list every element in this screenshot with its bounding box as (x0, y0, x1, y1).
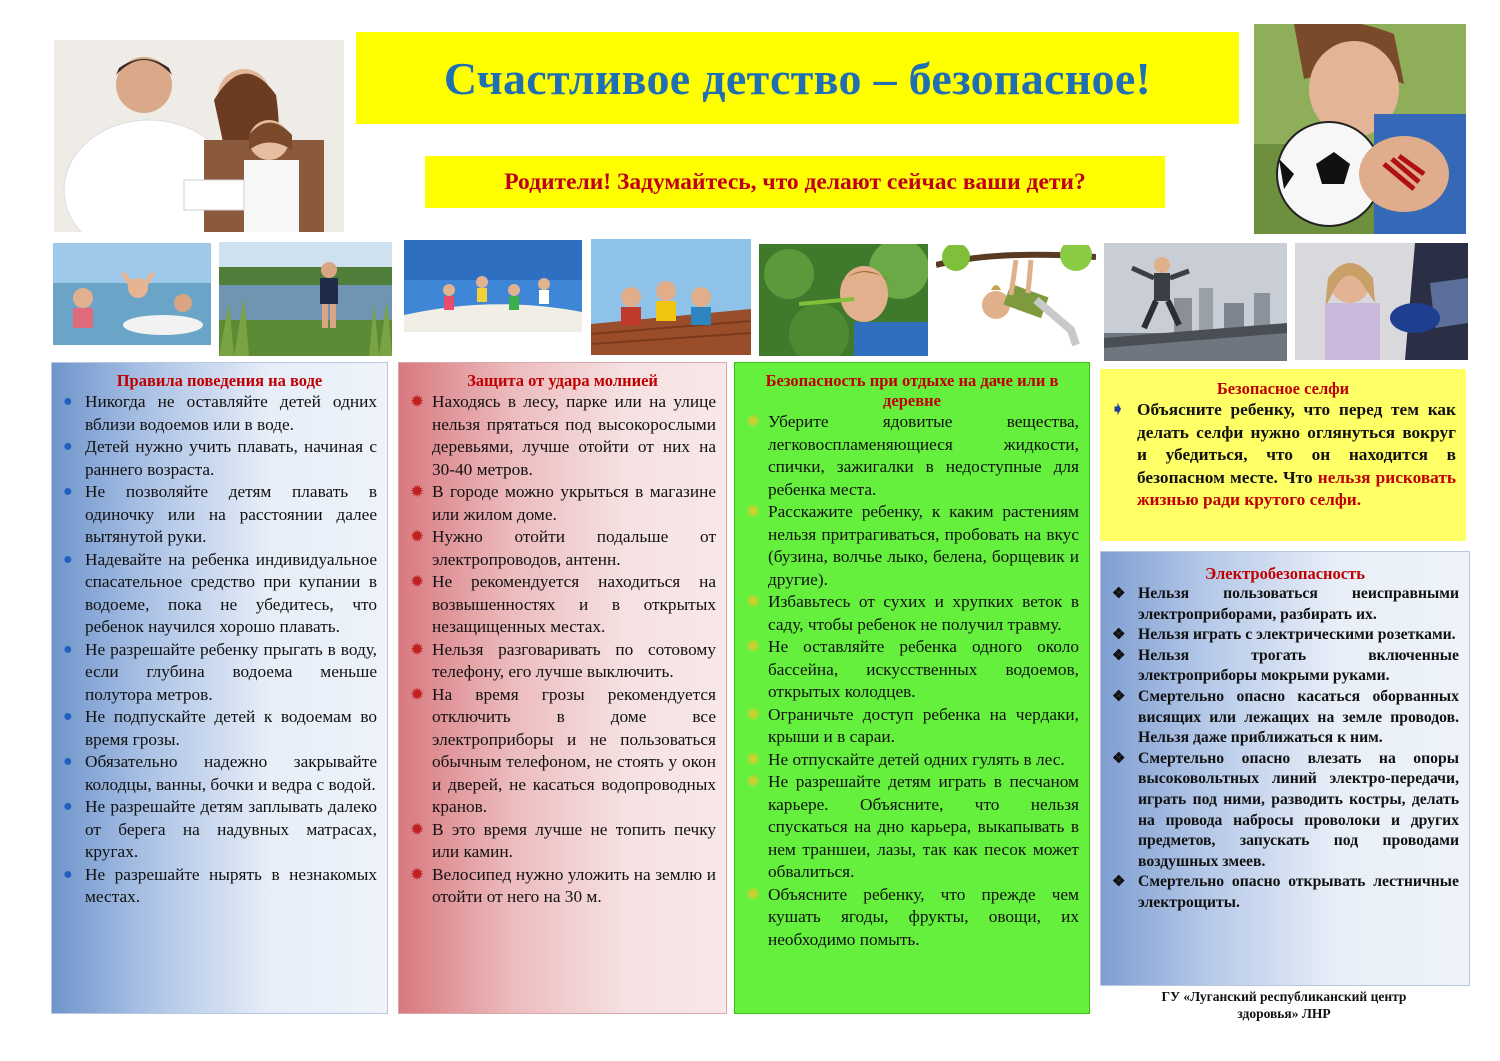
organization-line-2: здоровья» ЛНР (1237, 1006, 1331, 1021)
list-item: ● Не разрешайте ребенку прыгать в воду, если глубина водоема меньше полутора метров. (63, 639, 377, 704)
list-item: ● Никогда не оставляйте детей одних вблизи водоемов или в воде. (63, 392, 377, 434)
list-item: ● Обязательно надежно закрывайте колодцы, ванны, бочки и ведра с водой. (63, 752, 377, 794)
starburst-bullet-icon: ✹ (410, 684, 425, 704)
dot-bullet-icon: ● (63, 753, 73, 770)
list-item: ❖ Нельзя пользоваться неисправными электроприборами, разбирать их. (1112, 585, 1459, 623)
list-item: ● Детей нужно учить плавать, начиная с раннего возраста. (63, 437, 377, 479)
page-title: Счастливое детство – безопасное! (443, 52, 1152, 104)
list-item: ✹ Велосипед нужно уложить на землю и отойти от него на 30 м. (410, 864, 716, 906)
sun-bullet-icon: ✺ (746, 704, 761, 724)
sun-bullet-icon: ✺ (746, 592, 761, 611)
water-rules-list (62, 391, 377, 909)
girl-near-car-photo (1295, 243, 1468, 360)
diamond-bullet-icon: ❖ (1112, 874, 1126, 891)
dot-bullet-icon: ● (63, 708, 73, 725)
list-item: ✹ В городе можно укрыться в магазине или жилом доме. (410, 482, 716, 524)
sun-bullet-icon: ✺ (746, 749, 761, 769)
starburst-bullet-icon: ✹ (410, 572, 425, 591)
starburst-bullet-icon: ✹ (410, 392, 425, 411)
sun-bullet-icon: ✺ (746, 884, 761, 904)
list-item: ✺ Ограничьте доступ ребенка на чердаки, крыши и в сараи. (746, 704, 1079, 746)
boy-tasting-plant-photo (759, 244, 928, 356)
organization-credit (1110, 988, 1458, 1022)
list-item: ✺ Уберите ядовитые вещества, легковоспламеняющиеся жидкости, спички, зажигалки в недоступные для ребенка места. (746, 412, 1079, 499)
safe-selfie-list (1110, 399, 1456, 512)
dacha-safety-list (745, 411, 1079, 951)
list-item: ✹ Нельзя разговаривать по сотовому телефону, его лучше выключить. (410, 639, 716, 681)
water-rules-panel (51, 362, 388, 1014)
dot-bullet-icon: ● (63, 483, 73, 500)
sun-bullet-icon: ✺ (746, 637, 761, 656)
list-item: ✹ В это время лучше не топить печку или камин. (410, 819, 716, 861)
starburst-bullet-icon: ✹ (410, 819, 425, 839)
safe-selfie-title: Безопасное селфи (1216, 379, 1350, 398)
list-item: ✺ Не оставляйте ребенка одного около бассейна, искусственных водоемов, открытых колодцев. (746, 637, 1079, 701)
list-item: ● Не подпускайте детей к водоемам во время грозы. (63, 707, 377, 749)
list-item: ✺ Расскажите ребенку, к каким растениям нельзя притрагиваться, пробовать на вкус (бузина, волчье лыко, белена, борщевик и другие). (746, 502, 1079, 589)
list-item: ❖ Нельзя играть с электрическими розетками. (1111, 625, 1459, 646)
list-item: ● Не разрешайте детям заплывать далеко от берега на надувных матрасах, кругах. (63, 797, 377, 861)
list-item: ✹ Находясь в лесу, парке или на улице нельзя прятаться под высокорослыми деревьями, лучше отойти от них на 30-40 метров. (410, 392, 716, 479)
organization-line-1: ГУ «Луганский республиканский центр (1161, 989, 1407, 1004)
boy-injured-knee-photo (1254, 24, 1466, 234)
list-item: ✺ Не разрешайте детям играть в песчаном карьере. Объясните, что нельзя спускаться на дно карьера, выкапывать в нем траншеи, лазы, так как песок может обвалиться. (746, 772, 1079, 881)
children-jumping-photo (404, 240, 582, 332)
doctor-mother-child-photo (54, 40, 344, 232)
selfie-warning-text: нельзя рисковать жизнью ради крутого селфи. (1137, 467, 1456, 509)
diamond-bullet-icon: ❖ (1112, 647, 1126, 664)
sun-bullet-icon: ✺ (746, 412, 761, 431)
dacha-safety-title: Безопасность при отдыхе на даче или в деревне (765, 371, 1059, 410)
boy-hanging-on-tree-photo (936, 245, 1096, 352)
list-item: ✹ На время грозы рекомендуется отключить в доме все электроприборы и не пользоваться обычным телефоном, не стоять у окон и дверей, не касаться водопроводных кранов. (410, 684, 716, 816)
diamond-bullet-icon: ❖ (1112, 586, 1126, 602)
safe-selfie-panel (1100, 369, 1466, 541)
subtitle-banner (425, 156, 1165, 208)
starburst-bullet-icon: ✹ (410, 864, 425, 884)
sun-bullet-icon: ✺ (746, 502, 761, 521)
list-item: ❖ Смертельно опасно влезать на опоры высоковольтных линий электро-передачи, играть под ними, разводить костры, делать на провода набросы проволоки и других предметов, запускать под проводами воздушных змеев. (1112, 749, 1459, 870)
dacha-safety-panel (734, 362, 1090, 1014)
dot-bullet-icon: ● (63, 865, 73, 883)
list-item: ❖ Нельзя трогать включенные электроприборы мокрыми руками. (1112, 646, 1459, 685)
arrow-bullet-icon: ➧ (1111, 401, 1125, 418)
list-item: ● Не разрешайте нырять в незнакомых местах. (63, 864, 377, 906)
starburst-bullet-icon: ✹ (410, 639, 425, 659)
list-item: ❖ Смертельно опасно касаться оборванных висящих или лежащих на земле проводов. Нельзя даже приближаться к ним. (1112, 687, 1459, 747)
list-item: ✺ Объясните ребенку, что прежде чем кушать ягоды, фрукты, овощи, их необходимо помыть. (746, 884, 1079, 949)
list-item: ❖ Смертельно опасно открывать лестничные электрощиты. (1112, 873, 1459, 911)
diamond-bullet-icon: ❖ (1112, 627, 1126, 644)
list-item: ➧ Объясните ребенку, что перед тем как делать селфи нужно оглянуться вокруг и убедиться, что он находится в безопасном месте. Что нельзя рисковать жизнью ради крутого селфи. (1111, 400, 1456, 509)
page-subtitle: Родители! Задумайтесь, что делают сейчас ваши дети? (504, 168, 1086, 195)
starburst-bullet-icon: ✹ (410, 482, 425, 501)
list-item: ● Не позволяйте детям плавать в одиночку или на расстоянии далее вытянутой руки. (63, 482, 377, 546)
diamond-bullet-icon: ❖ (1112, 688, 1126, 705)
list-item: ✺ Не отпускайте детей одних гулять в лес. (745, 749, 1079, 772)
dot-bullet-icon: ● (63, 438, 73, 455)
dot-bullet-icon: ● (63, 550, 73, 568)
teen-on-rooftop-photo (1104, 243, 1287, 361)
electrical-safety-list (1111, 584, 1459, 914)
list-item: ✹ Не рекомендуется находиться на возвышенностях и в открытых незащищенных местах. (410, 572, 716, 636)
child-by-lake-photo (219, 242, 392, 356)
lightning-protection-panel (398, 362, 727, 1014)
sun-bullet-icon: ✺ (746, 772, 761, 791)
dot-bullet-icon: ● (63, 393, 73, 410)
water-rules-title: Правила поведения на воде (116, 371, 323, 390)
children-on-roof-photo (591, 239, 751, 355)
electrical-safety-panel (1100, 551, 1470, 986)
starburst-bullet-icon: ✹ (410, 527, 425, 546)
electrical-safety-title: Электробезопасность (1205, 564, 1365, 583)
lightning-protection-list (409, 391, 716, 909)
list-item: ✹ Нужно отойти подальше от электропроводов, антенн. (410, 527, 716, 569)
title-banner (356, 32, 1239, 124)
dot-bullet-icon: ● (63, 798, 73, 815)
children-swimming-photo (53, 243, 211, 345)
lightning-protection-title: Защита от удара молнией (467, 371, 658, 390)
dot-bullet-icon: ● (63, 640, 73, 658)
diamond-bullet-icon: ❖ (1112, 750, 1126, 767)
list-item: ● Надевайте на ребенка индивидуальное спасательное средство при купании в водоеме, пока не убедитесь, что ребенок научился хорошо плавать. (63, 549, 377, 636)
list-item: ✺ Избавьтесь от сухих и хрупких веток в саду, чтобы ребенок не получил травму. (746, 592, 1079, 634)
